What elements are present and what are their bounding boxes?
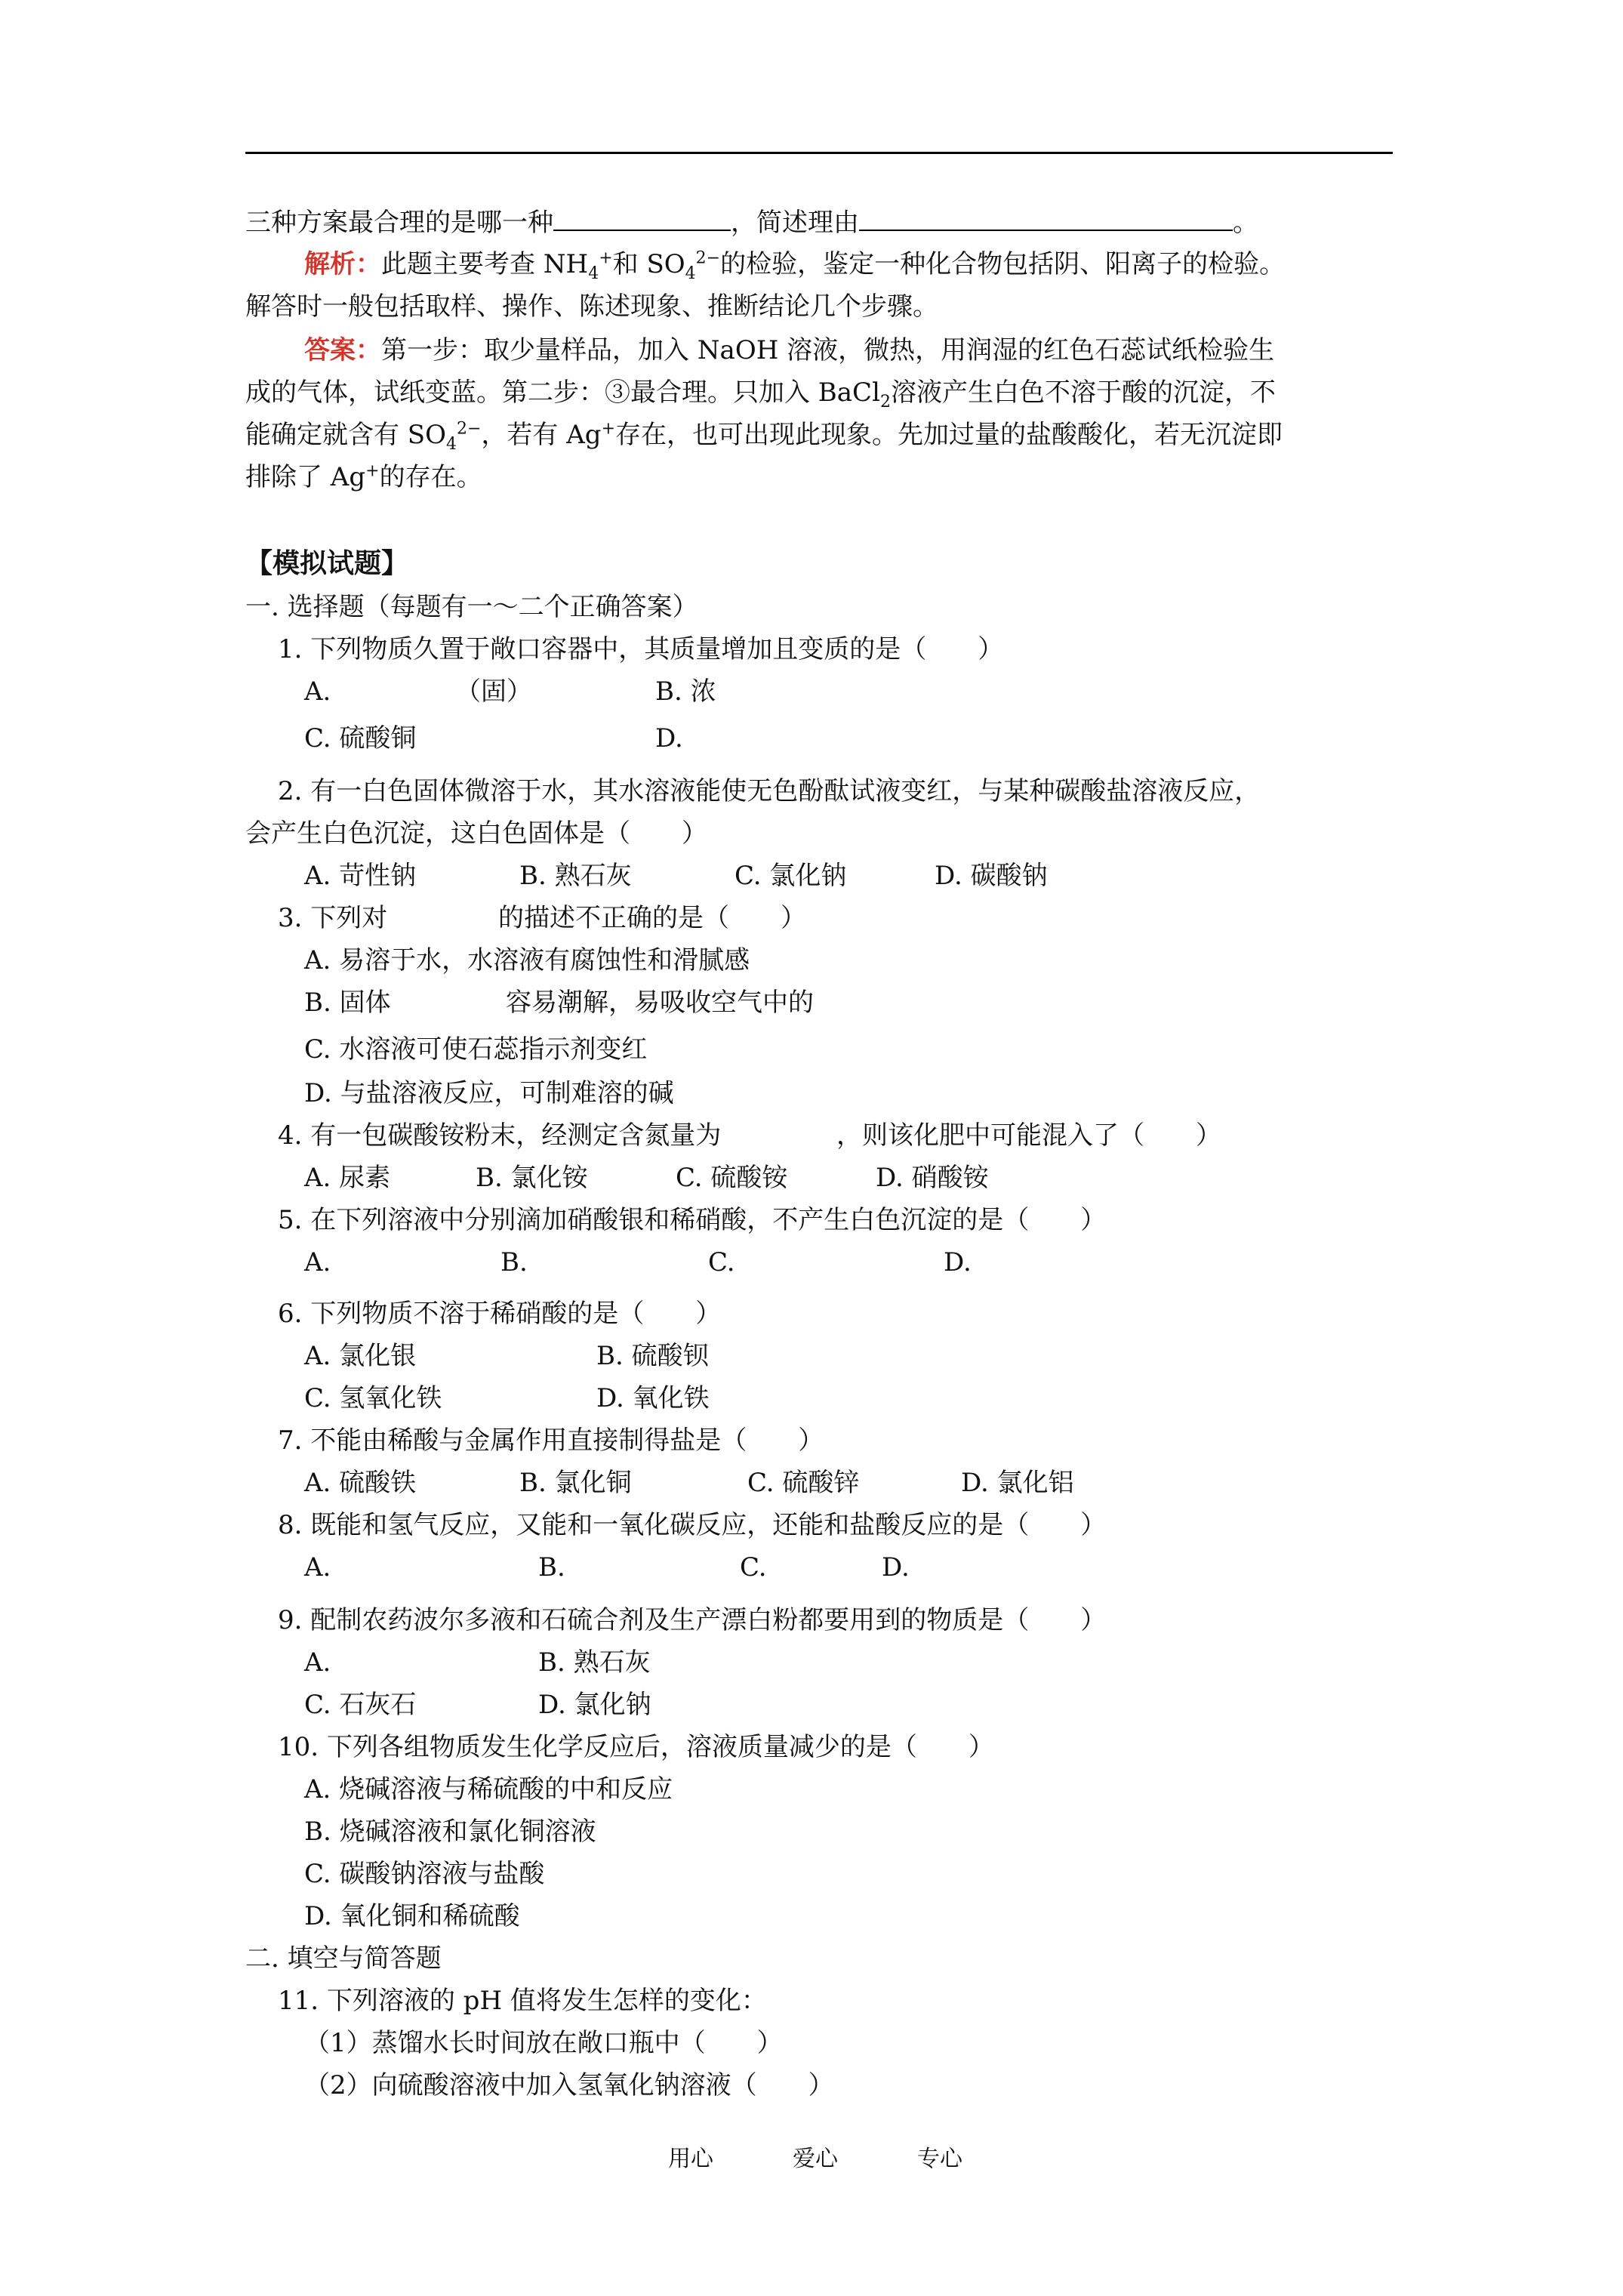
part2-title: 二. 填空与简答题 — [245, 1943, 442, 1974]
q7-option-b[interactable]: B. 氯化铜 — [519, 1468, 632, 1498]
question-11-item-1: （1）蒸馏水长时间放在敞口瓶中（ ） — [304, 2028, 783, 2058]
q8-option-c[interactable]: C. — [740, 1552, 767, 1583]
q4-option-c[interactable]: C. 硫酸铵 — [676, 1163, 788, 1193]
q4-option-b[interactable]: B. 氯化铵 — [476, 1163, 588, 1193]
part1-title: 一. 选择题（每题有一～二个正确答案） — [245, 592, 698, 622]
question-5: 5. 在下列溶液中分别滴加硝酸银和稀硝酸，不产生白色沉淀的是（ ） — [278, 1205, 1107, 1235]
question-3-part-1: 3. 下列对 — [278, 903, 388, 933]
footer-text-1: 用心 — [668, 2146, 713, 2172]
q5-option-a[interactable]: A. — [304, 1247, 331, 1277]
q1-option-d[interactable]: D. — [655, 723, 683, 754]
q9-option-a[interactable]: A. — [304, 1647, 331, 1678]
q4-option-d[interactable]: D. 硝酸铵 — [876, 1163, 989, 1193]
question-line-best-plan: 三种方案最合理的是哪一种 ，简述理由 。 — [245, 205, 1258, 239]
q1-option-b[interactable]: B. 浓 — [655, 676, 716, 707]
q6-option-b[interactable]: B. 硫酸钡 — [596, 1341, 709, 1371]
q7-option-d[interactable]: D. 氯化铝 — [961, 1468, 1074, 1498]
header-rule — [245, 152, 1393, 154]
q8-option-a[interactable]: A. — [304, 1552, 331, 1583]
question-6: 6. 下列物质不溶于稀硝酸的是（ ） — [278, 1299, 722, 1329]
q10-option-a[interactable]: A. 烧碱溶液与稀硫酸的中和反应 — [304, 1774, 673, 1804]
q10-option-b[interactable]: B. 烧碱溶液和氯化铜溶液 — [304, 1817, 596, 1847]
question-10: 10. 下列各组物质发生化学反应后，溶液质量减少的是（ ） — [278, 1732, 994, 1762]
q3-option-a[interactable]: A. 易溶于水，水溶液有腐蚀性和滑腻感 — [304, 945, 750, 975]
q7-option-a[interactable]: A. 硫酸铁 — [304, 1468, 417, 1498]
answer-blank-1[interactable] — [553, 205, 731, 231]
analysis-line-2: 解答时一般包括取样、操作、陈述现象、推断结论几个步骤。 — [245, 291, 938, 322]
q3-option-c[interactable]: C. 水溶液可使石蕊指示剂变红 — [304, 1034, 648, 1065]
question-9: 9. 配制农药波尔多液和石硫合剂及生产漂白粉都要用到的物质是（ ） — [278, 1605, 1107, 1635]
q1-option-c[interactable]: C. 硫酸铜 — [304, 723, 417, 754]
q10-option-c[interactable]: C. 碳酸钠溶液与盐酸 — [304, 1859, 545, 1889]
question-11: 11. 下列溶液的 pH 值将发生怎样的变化： — [278, 1986, 767, 2016]
answer-line-1: 答案：第一步：取少量样品，加入 NaOH 溶液，微热，用润湿的红色石蕊试纸检验生 — [304, 335, 1275, 365]
footer-text-2: 爱心 — [793, 2146, 838, 2172]
q9-option-c[interactable]: C. 石灰石 — [304, 1690, 417, 1720]
q6-option-a[interactable]: A. 氯化银 — [304, 1341, 417, 1371]
q2-option-c[interactable]: C. 氯化钠 — [735, 861, 847, 891]
q2-option-d[interactable]: D. 碳酸钠 — [935, 861, 1048, 891]
q3-option-d[interactable]: D. 与盐溶液反应，可制难溶的碱 — [304, 1078, 674, 1108]
question-4-part-2: ，则该化肥中可能混入了（ ） — [836, 1120, 1221, 1151]
q8-option-b[interactable]: B. — [538, 1552, 565, 1583]
analysis-line-1: 解析：此题主要考查 $NH_4^+$和 $SO_4^{2-}$的检验，鉴定一种化合物包括阴、阳离子的检验。 — [304, 248, 1286, 283]
question-2-line-2: 会产生白色沉淀，这白色固体是（ ） — [245, 818, 707, 849]
q9-option-d[interactable]: D. 氯化钠 — [538, 1690, 651, 1720]
section-title: 【模拟试题】 — [245, 547, 409, 579]
question-11-item-2: （2）向硫酸溶液中加入氢氧化钠溶液（ ） — [304, 2070, 834, 2100]
q6-option-c[interactable]: C. 氢氧化铁 — [304, 1383, 442, 1413]
answer-blank-2[interactable] — [859, 205, 1233, 231]
question-7: 7. 不能由稀酸与金属作用直接制得盐是（ ） — [278, 1425, 824, 1456]
q5-option-c[interactable]: C. — [708, 1247, 735, 1277]
q2-option-a[interactable]: A. 苛性钠 — [304, 861, 417, 891]
question-2-line-1: 2. 有一白色固体微溶于水，其水溶液能使无色酚酞试液变红，与某种碳酸盐溶液反应， — [278, 776, 1261, 806]
q7-option-c[interactable]: C. 硫酸锌 — [747, 1468, 860, 1498]
question-1: 1. 下列物质久置于敞口容器中，其质量增加且变质的是（ ） — [278, 634, 1004, 664]
q2-option-b[interactable]: B. 熟石灰 — [519, 861, 632, 891]
question-4-part-1: 4. 有一包碳酸铵粉末，经测定含氮量为 — [278, 1120, 722, 1151]
question-3-part-2: 的描述不正确的是（ ） — [498, 903, 806, 933]
q8-option-d[interactable]: D. — [882, 1552, 910, 1583]
q9-option-b[interactable]: B. 熟石灰 — [538, 1647, 651, 1678]
answer-line-3: 能确定就含有 $SO_4^{2-}$，若有 Ag+存在，也可出现此现象。先加过量的盐酸酸化，若无沉淀即 — [245, 419, 1283, 454]
question-8: 8. 既能和氢气反应，又能和一氧化碳反应，还能和盐酸反应的是（ ） — [278, 1510, 1107, 1540]
analysis-label: 解析： — [304, 249, 381, 279]
q3-option-b-part-2: 容易潮解，易吸收空气中的 — [506, 988, 814, 1018]
q1-option-a[interactable]: A. — [304, 676, 331, 707]
footer-text-3: 专心 — [917, 2146, 962, 2172]
q3-option-b-part-1[interactable]: B. 固体 — [304, 988, 391, 1018]
answer-line-2: 成的气体，试纸变蓝。第二步：③最合理。只加入 BaCl$_2$溶液产生白色不溶于酸的沉淀，不 — [245, 378, 1276, 411]
q6-option-d[interactable]: D. 氧化铁 — [596, 1383, 710, 1413]
answer-line-4: 排除了 Ag+的存在。 — [245, 461, 482, 492]
q5-option-d[interactable]: D. — [944, 1247, 972, 1277]
q1-option-a-note: （固） — [455, 676, 532, 707]
q10-option-d[interactable]: D. 氧化铜和稀硫酸 — [304, 1901, 520, 1931]
q4-option-a[interactable]: A. 尿素 — [304, 1163, 391, 1193]
answer-label: 答案： — [304, 335, 381, 365]
q5-option-b[interactable]: B. — [500, 1247, 528, 1277]
